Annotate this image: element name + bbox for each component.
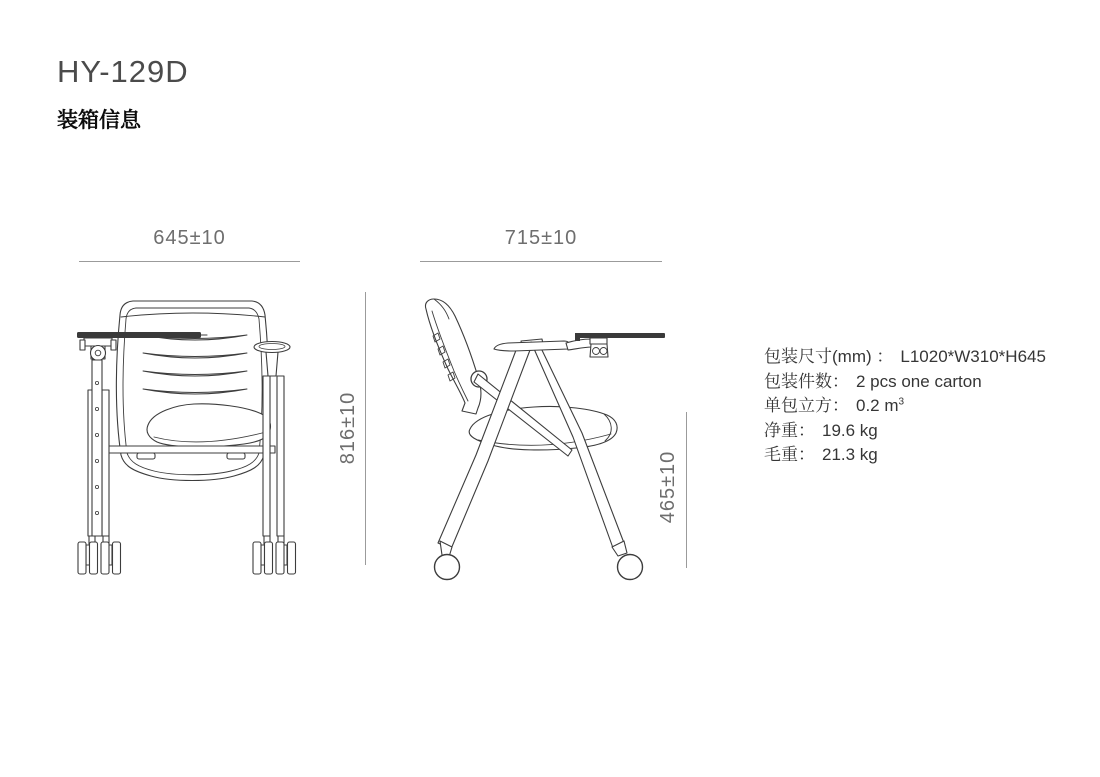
spec-value: 19.6 kg (822, 420, 878, 440)
side-backrest (425, 299, 481, 414)
spec-value: L1020*W310*H645 (900, 347, 1046, 366)
spec-label: 净重： (764, 420, 815, 440)
spec-value: 21.3 kg (822, 445, 878, 465)
spec-row-net-weight (764, 419, 1046, 444)
spec-row-gross-weight (764, 443, 1046, 468)
dim-front-width-line (79, 261, 300, 262)
spec-value: 2 pcs one carton (856, 371, 982, 391)
page-title: HY-129D (57, 54, 189, 89)
dim-overall-height-line (365, 292, 366, 565)
chair-front-view-drawing (75, 283, 310, 590)
front-seat (147, 404, 270, 447)
spec-row-packing-quantity (764, 370, 1046, 395)
chair-side-view-drawing (418, 283, 690, 590)
front-armrest (254, 342, 290, 377)
dim-side-depth-label: 715±10 (504, 227, 578, 249)
spec-label: 毛重： (764, 445, 815, 465)
side-casters (435, 541, 643, 580)
spec-superscript: 3 (898, 396, 905, 408)
dim-caster-height-label: 465±10 (657, 450, 679, 524)
packing-specs (764, 345, 1046, 468)
dim-overall-height-label: 816±10 (337, 391, 359, 465)
spec-row-packing-size (764, 345, 1046, 370)
front-frame (88, 376, 284, 536)
dim-side-depth-line (420, 261, 662, 262)
section-title: 装箱信息 (57, 109, 141, 132)
dim-front-width-label: 645±10 (153, 227, 226, 249)
spec-label: 包装件数： (764, 371, 849, 391)
spec-value: 0.2 m (856, 396, 899, 416)
spec-label: 单包立方： (764, 396, 849, 416)
front-casters (78, 536, 296, 574)
spec-label: 包装尺寸(mm) ： (764, 347, 894, 366)
spec-row-unit-volume (764, 394, 1046, 419)
